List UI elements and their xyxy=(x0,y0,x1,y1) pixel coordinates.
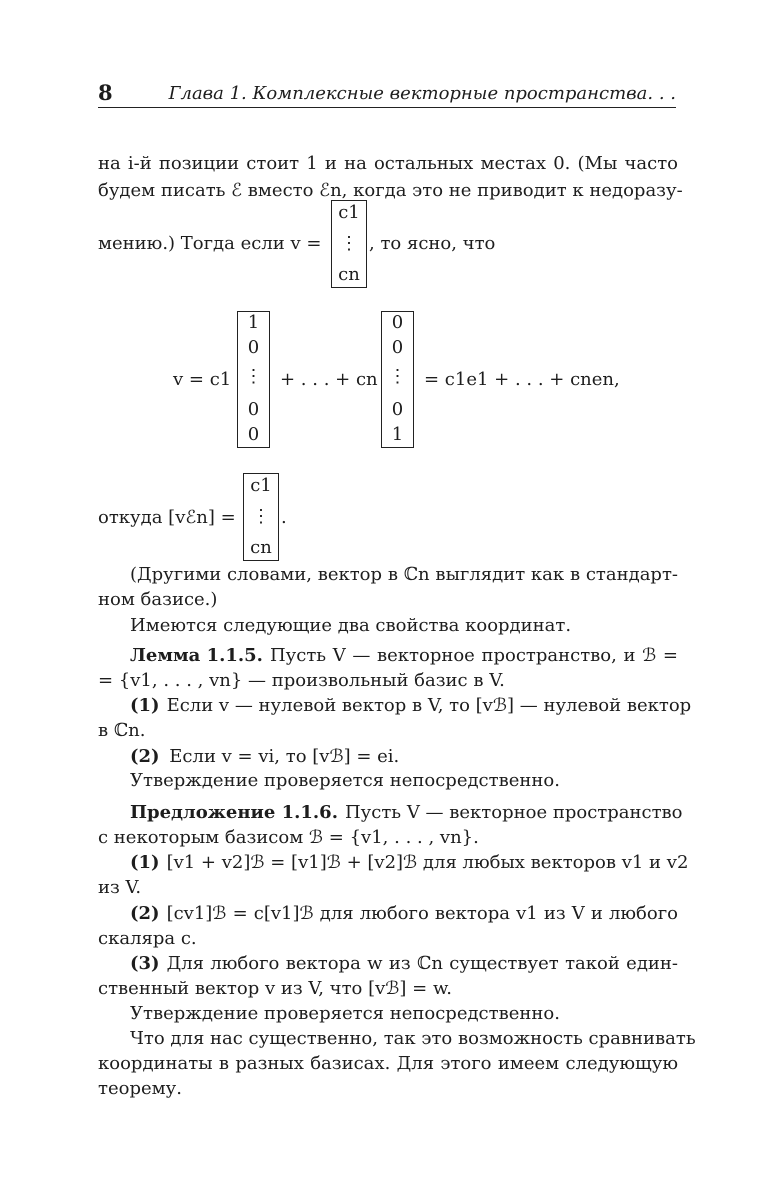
vector-en xyxy=(381,311,414,448)
formula-middle: + . . . + cn xyxy=(280,369,378,390)
proposition-item-3-line-2: ственный вектор v из V, что [vℬ] = w. xyxy=(98,978,452,999)
vector-entry: ⋮ xyxy=(340,233,358,254)
column-vector-c xyxy=(331,200,367,288)
vector-entry: c1 xyxy=(250,475,272,496)
paragraph-line: (Другими словами, вектор в ℂn выглядит как в стандарт- xyxy=(130,564,678,585)
formula-lhs: v = c1 xyxy=(173,369,232,390)
vector-entry: ⋮ xyxy=(244,366,263,387)
vector-entry: ⋮ xyxy=(388,366,407,387)
proposition-heading xyxy=(130,800,683,825)
proposition-item-2-line-2: скаляра c. xyxy=(98,928,197,949)
lemma-item-1 xyxy=(130,693,692,718)
item-label: (3) xyxy=(130,953,160,974)
intro-line-1: на i-й позиции стоит 1 и на остальных местах 0. (Мы часто xyxy=(98,153,678,174)
vector-entry: 0 xyxy=(391,312,404,333)
lemma-heading xyxy=(130,643,678,668)
paragraph-line: Имеются следующие два свойства координат. xyxy=(130,615,572,636)
paragraph-line: ном базисе.) xyxy=(98,589,218,610)
whence-prefix: откуда [vℰn] = xyxy=(98,507,236,528)
chapter-title: Глава 1. Комплексные векторные пространства. . . xyxy=(168,83,676,104)
vector-entry: ⋮ xyxy=(252,506,270,527)
vector-entry: 0 xyxy=(391,399,404,420)
proposition-item-3 xyxy=(130,951,678,976)
intro-line-2: будем писать ℰ вместо ℰn, когда это не приводит к недоразу- xyxy=(98,180,683,201)
final-line-1: Что для нас существенно, так это возможность сравнивать xyxy=(130,1028,696,1049)
proposition-line-2: с некоторым базисом ℬ = {v1, . . . , vn}. xyxy=(98,827,479,848)
proposition-label: Предложение 1.1.6. xyxy=(130,802,338,823)
proposition-text: Пусть V — векторное пространство xyxy=(344,802,683,823)
proposition-proof: Утверждение проверяется непосредственно. xyxy=(130,1003,560,1024)
lemma-item-1-line-2: в ℂn. xyxy=(98,720,146,741)
vector-entry: 1 xyxy=(247,312,260,333)
item-label: (2) xyxy=(130,746,160,767)
running-header xyxy=(98,78,676,108)
item-text: [cv1]ℬ = c[v1]ℬ для любого вектора v1 из V и любого xyxy=(166,903,678,924)
proposition-item-2 xyxy=(130,901,678,926)
item-text: Для любого вектора w из ℂn существует такой един- xyxy=(166,953,678,974)
item-label: (1) xyxy=(130,695,160,716)
vector-entry: 1 xyxy=(391,424,404,445)
item-text: Если v — нулевой вектор в V, то [vℬ] — нулевой вектор xyxy=(166,695,692,716)
intro-line-3a: мению.) Тогда если v = xyxy=(98,233,322,254)
header-rule xyxy=(98,107,676,108)
lemma-item-2 xyxy=(130,744,710,769)
vector-e1 xyxy=(237,311,270,448)
vector-entry: 0 xyxy=(247,337,260,358)
vector-entry: cn xyxy=(250,537,272,558)
formula-rhs: = c1e1 + . . . + cnen, xyxy=(424,369,620,390)
item-text: Если v = vi, то [vℬ] = ei. xyxy=(169,746,400,767)
intro-line-3b: , то ясно, что xyxy=(369,233,496,254)
proposition-item-1 xyxy=(130,850,689,875)
lemma-text: Пусть V — векторное пространство, и ℬ = xyxy=(269,645,678,666)
vector-entry: c1 xyxy=(338,202,360,223)
lemma-line-2: = {v1, . . . , vn} — произвольный базис в V. xyxy=(98,670,505,691)
final-line-2: координаты в разных базисах. Для этого имеем следующую xyxy=(98,1053,678,1074)
column-vector-c-2 xyxy=(243,473,279,561)
lemma-proof: Утверждение проверяется непосредственно. xyxy=(130,770,560,791)
vector-entry: cn xyxy=(338,264,360,285)
item-text: [v1 + v2]ℬ = [v1]ℬ + [v2]ℬ для любых векторов v1 и v2 xyxy=(166,852,689,873)
page-number: 8 xyxy=(98,80,113,105)
vector-entry: 0 xyxy=(247,424,260,445)
item-label: (1) xyxy=(130,852,160,873)
vector-entry: 0 xyxy=(247,399,260,420)
final-line-3: теорему. xyxy=(98,1078,182,1099)
item-label: (2) xyxy=(130,903,160,924)
whence-suffix: . xyxy=(281,507,287,528)
vector-entry: 0 xyxy=(391,337,404,358)
lemma-label: Лемма 1.1.5. xyxy=(130,645,263,666)
proposition-item-1-line-2: из V. xyxy=(98,877,142,898)
